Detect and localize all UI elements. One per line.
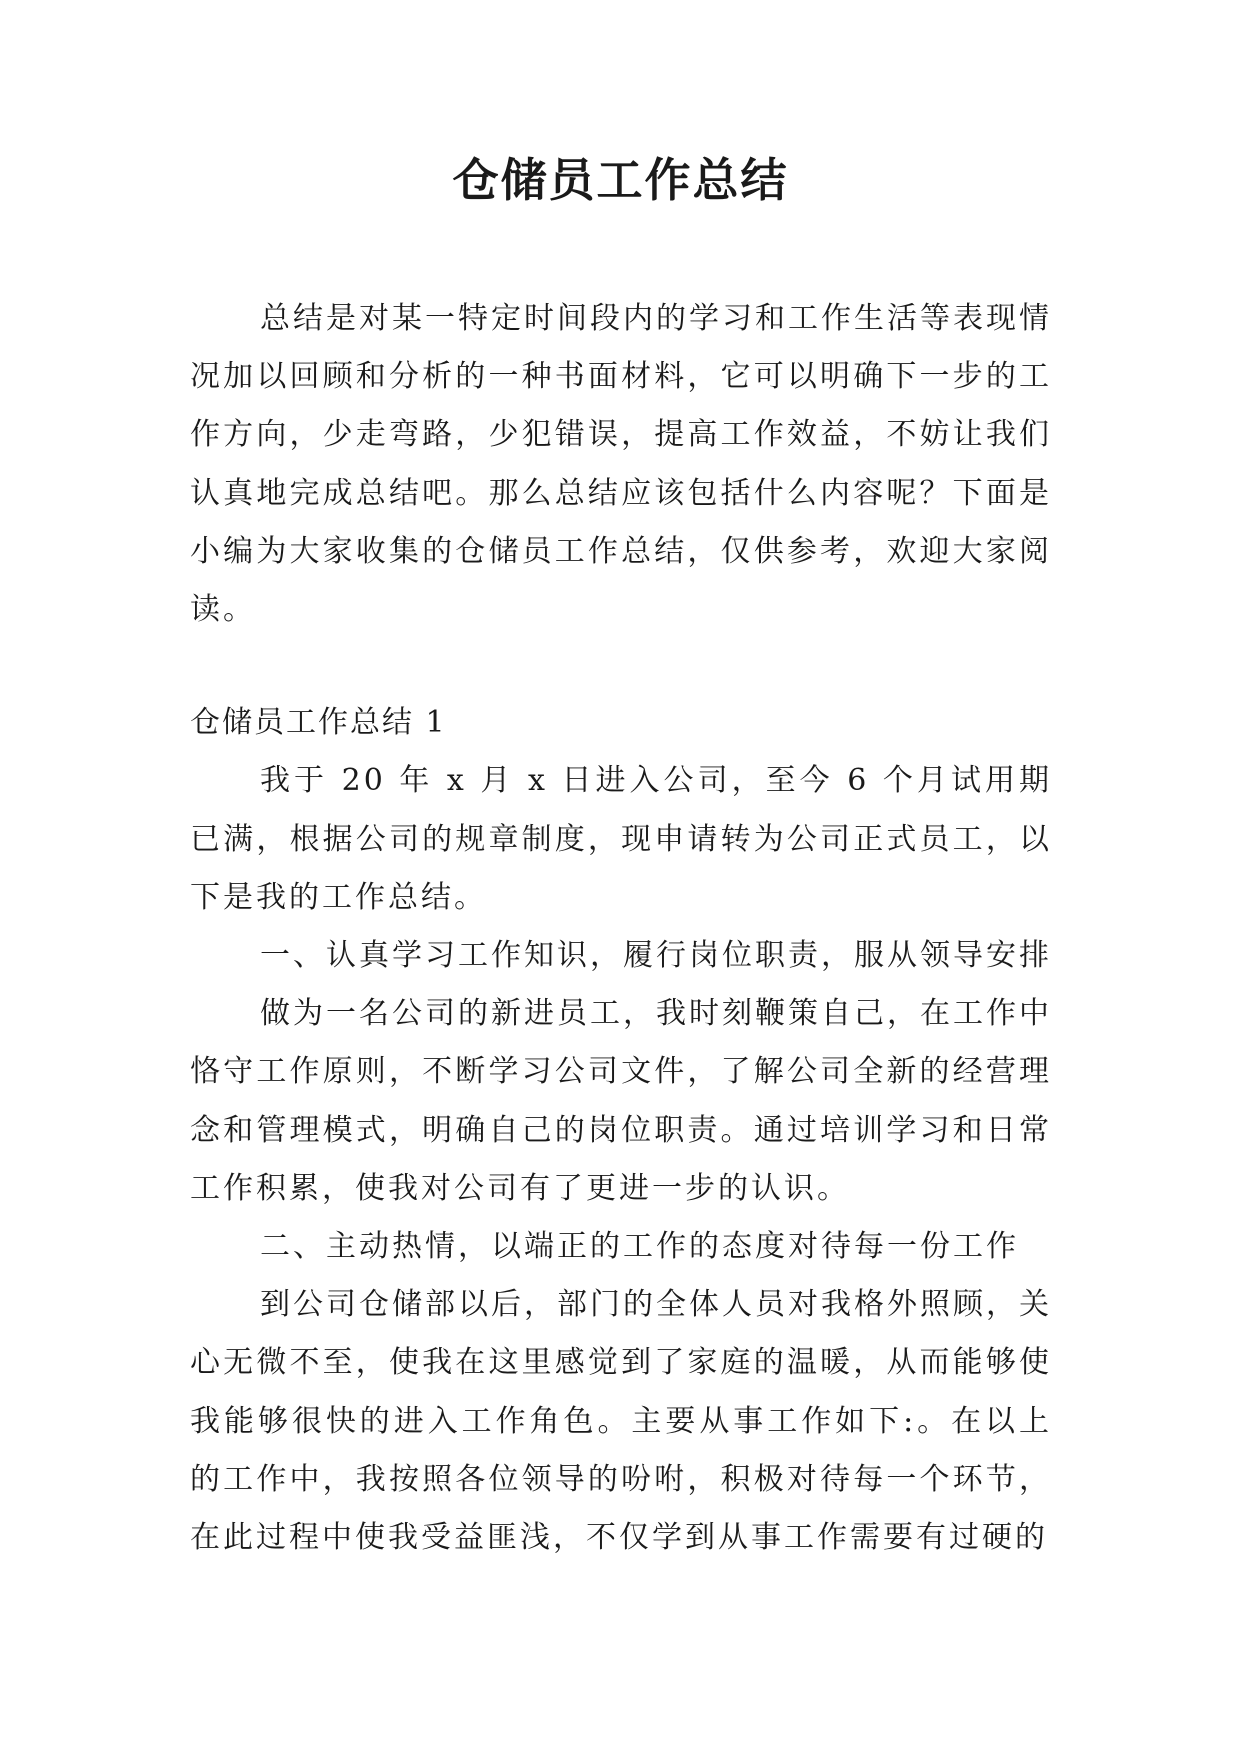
section-heading: 仓储员工作总结 1 [190,705,447,741]
document-body [190,290,1052,1567]
body-paragraph-2: 做为一名公司的新进员工，我时刻鞭策自己，在工作中恪守工作原则，不断学习公司文件，了解公司全新的经营理念和管理模式，明确自己的岗位职责。通过培训学习和日常工作积累，使我对公司有了更进一步的认识。 [190,996,1052,1206]
intro-paragraph: 总结是对某一特定时间段内的学习和工作生活等表现情况加以回顾和分析的一种书面材料，它可以明确下一步的工作方向，少走弯路，少犯错误，提高工作效益，不妨让我们认真地完成总结吧。那么总结应该包括什么内容呢？下面是小编为大家收集的仓储员工作总结，仅供参考，欢迎大家阅读。 [190,301,1052,628]
body-paragraph-3: 到公司仓储部以后，部门的全体人员对我格外照顾，关心无微不至，使我在这里感觉到了家庭的温暖，从而能够使我能够很快的进入工作角色。主要从事工作如下:。在以上的工作中，我按照各位领导的吩咐，积极对待每一个环节，在此过程中使我受益匪浅，不仅学到从事工作需要有过硬的 [190,1287,1052,1556]
document-title: 仓储员工作总结 [452,153,789,207]
body-paragraph-1: 我于 20 年 x 月 x 日进入公司，至今 6 个月试用期已满，根据公司的规章制度，现申请转为公司正式员工，以下是我的工作总结。 [190,763,1052,915]
subheading-1: 一、认真学习工作知识，履行岗位职责，服从领导安排 [260,938,1052,974]
subheading-2: 二、主动热情，以端正的工作的态度对待每一份工作 [260,1229,1019,1265]
